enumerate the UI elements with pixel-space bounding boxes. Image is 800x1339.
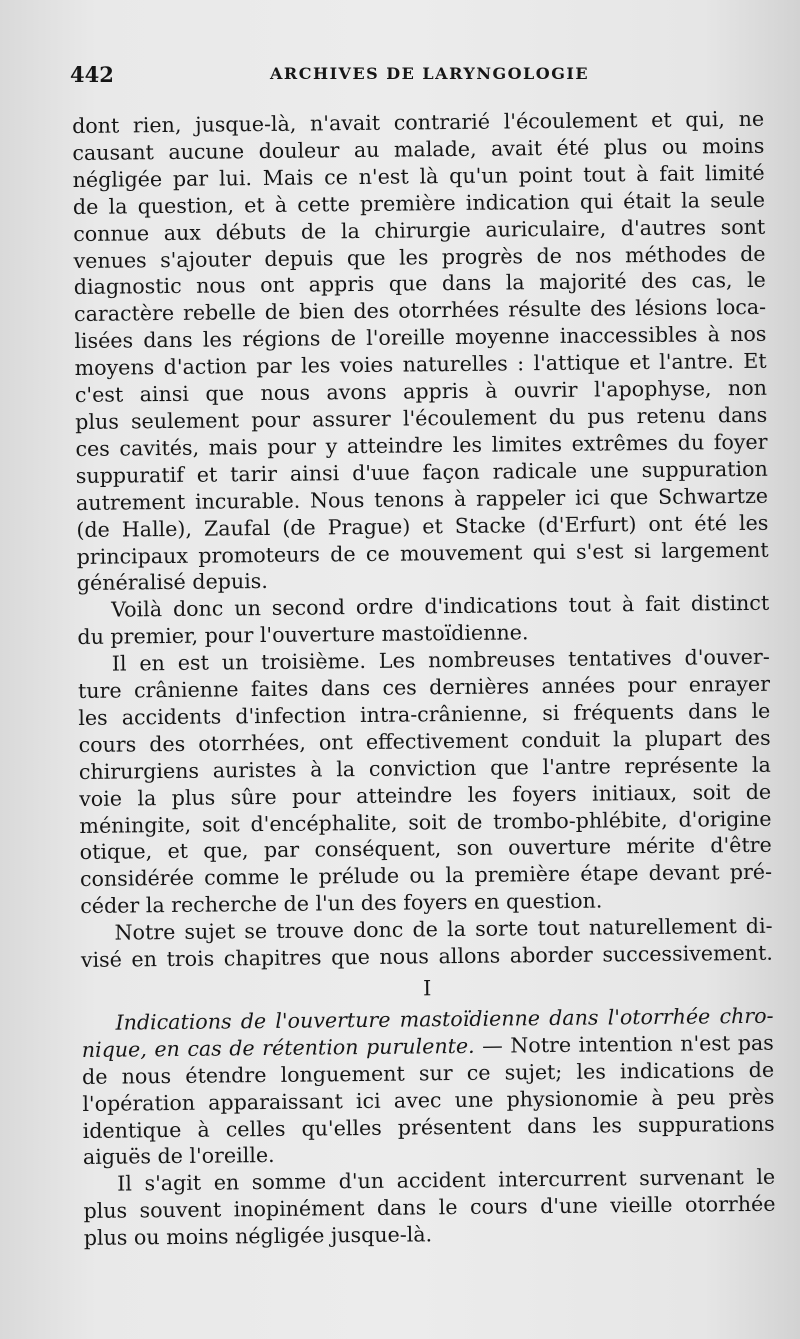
text-line: Il en est un troisième. Les nombreuses tentatives d'ouver- (111, 644, 770, 676)
running-title: ARCHIVES DE LARYNGOLOGIE (270, 64, 590, 83)
section-heading-italic: Indications de l'ouverture mastoïdienne dans l'otorrhée chro- (115, 1003, 774, 1035)
section-line: identique à celles qu'elles présentent dans les suppurations (82, 1111, 775, 1143)
text-line: méningite, soit d'encéphalite, soit de trombo-phlébite, d'origine (79, 806, 772, 838)
section-line: aiguës de l'oreille. (82, 1143, 275, 1170)
text-line: (de Halle), Zaufal (de Prague) et Stacke (d'Erfurt) ont été les (76, 510, 769, 542)
text-line: causant aucune douleur au malade, avait été plus ou moins (72, 133, 765, 165)
text-line: de la question, et à cette première indication qui était la seule (72, 187, 766, 219)
text-line: visé en trois chapitres que nous allons aborder successivement. (80, 940, 773, 973)
text-line: autrement incurable. Nous tenons à rappeler ici que Schwartze (75, 483, 769, 515)
page-header (70, 62, 770, 92)
text-line: c'est ainsi que nous avons appris à ouvrir l'apophyse, non (74, 375, 768, 408)
text-line: les accidents d'infection intra-crânienne, si fréquents dans le (78, 698, 771, 730)
text-line: caractère rebelle de bien des otorrhées résulte des lésions loca- (73, 295, 767, 327)
page-number: 442 (70, 62, 114, 87)
text-line: ces cavités, mais pour y atteindre les limites extrêmes du foyer (75, 429, 768, 461)
section-line: Il s'agit en somme d'un accident intercurrent survenant le (117, 1165, 776, 1196)
text-line: généralisé depuis. (76, 569, 268, 596)
section-line: plus ou moins négligée jusque-là. (83, 1222, 433, 1251)
text-line: chirurgiens auristes à la conviction que l'antre représente la (78, 752, 771, 784)
text-line: céder la recherche de l'un des foyers en question. (80, 888, 603, 919)
text-line: otique, et que, par conséquent, son ouverture mérite d'être (79, 833, 772, 865)
section-line: plus souvent inopinément dans le cours d'une vieille otorrhée (83, 1191, 776, 1224)
text-line: lisées dans les régions de l'oreille moyenne inaccessibles à nos (74, 321, 767, 354)
text-line: diagnostic nous ont appris que dans la majorité des cas, le (73, 268, 766, 300)
text-line: venues s'ajouter depuis que les progrès de nos méthodes de (73, 241, 766, 273)
section-heading-italic: nique, en cas de rétention purulente. (81, 1033, 475, 1062)
text-line: Notre sujet se trouve donc de la sorte tout naturellement di- (114, 913, 773, 945)
text-line: connue aux débuts de la chirurgie auriculaire, d'autres sont (73, 214, 766, 246)
section-text: — Notre intention n'est pas (474, 1030, 774, 1058)
text-line: suppuratif et tarir ainsi d'uue façon radicale une suppuration (75, 456, 768, 488)
text-line: considérée comme le prélude ou la première étape devant pré- (79, 860, 773, 892)
text-line: principaux promoteurs de ce mouvement qui s'est si largement (76, 537, 769, 569)
text-line: du premier, pour l'ouverture mastoïdienne. (77, 620, 529, 650)
text-line: dont rien, jusque-là, n'avait contrarié l'écoulement et qui, ne (72, 106, 765, 138)
body-text (72, 106, 776, 1252)
section-number: I (422, 976, 432, 1001)
text-line: voie la plus sûre pour atteindre les foyers initiaux, soit de (79, 779, 772, 811)
text-line: moyens d'action par les voies naturelles : l'attique et l'antre. Et (74, 348, 767, 381)
text-line: plus seulement pour assurer l'écoulement du pus retenu dans (75, 402, 768, 434)
text-line: cours des otorrhées, ont effectivement conduit la plupart des (78, 725, 771, 757)
section-line: l'opération apparaissant ici avec une physionomie à peu près (82, 1084, 775, 1116)
section-line: de nous étendre longuement sur ce sujet; les indications de (81, 1057, 775, 1089)
text-line: ture crânienne faites dans ces dernières années pour enrayer (77, 671, 771, 703)
text-line: négligée par lui. Mais ce n'est là qu'un point tout à fait limité (72, 160, 765, 192)
text-line: Voilà donc un second ordre d'indications tout à fait distinct (111, 591, 770, 622)
